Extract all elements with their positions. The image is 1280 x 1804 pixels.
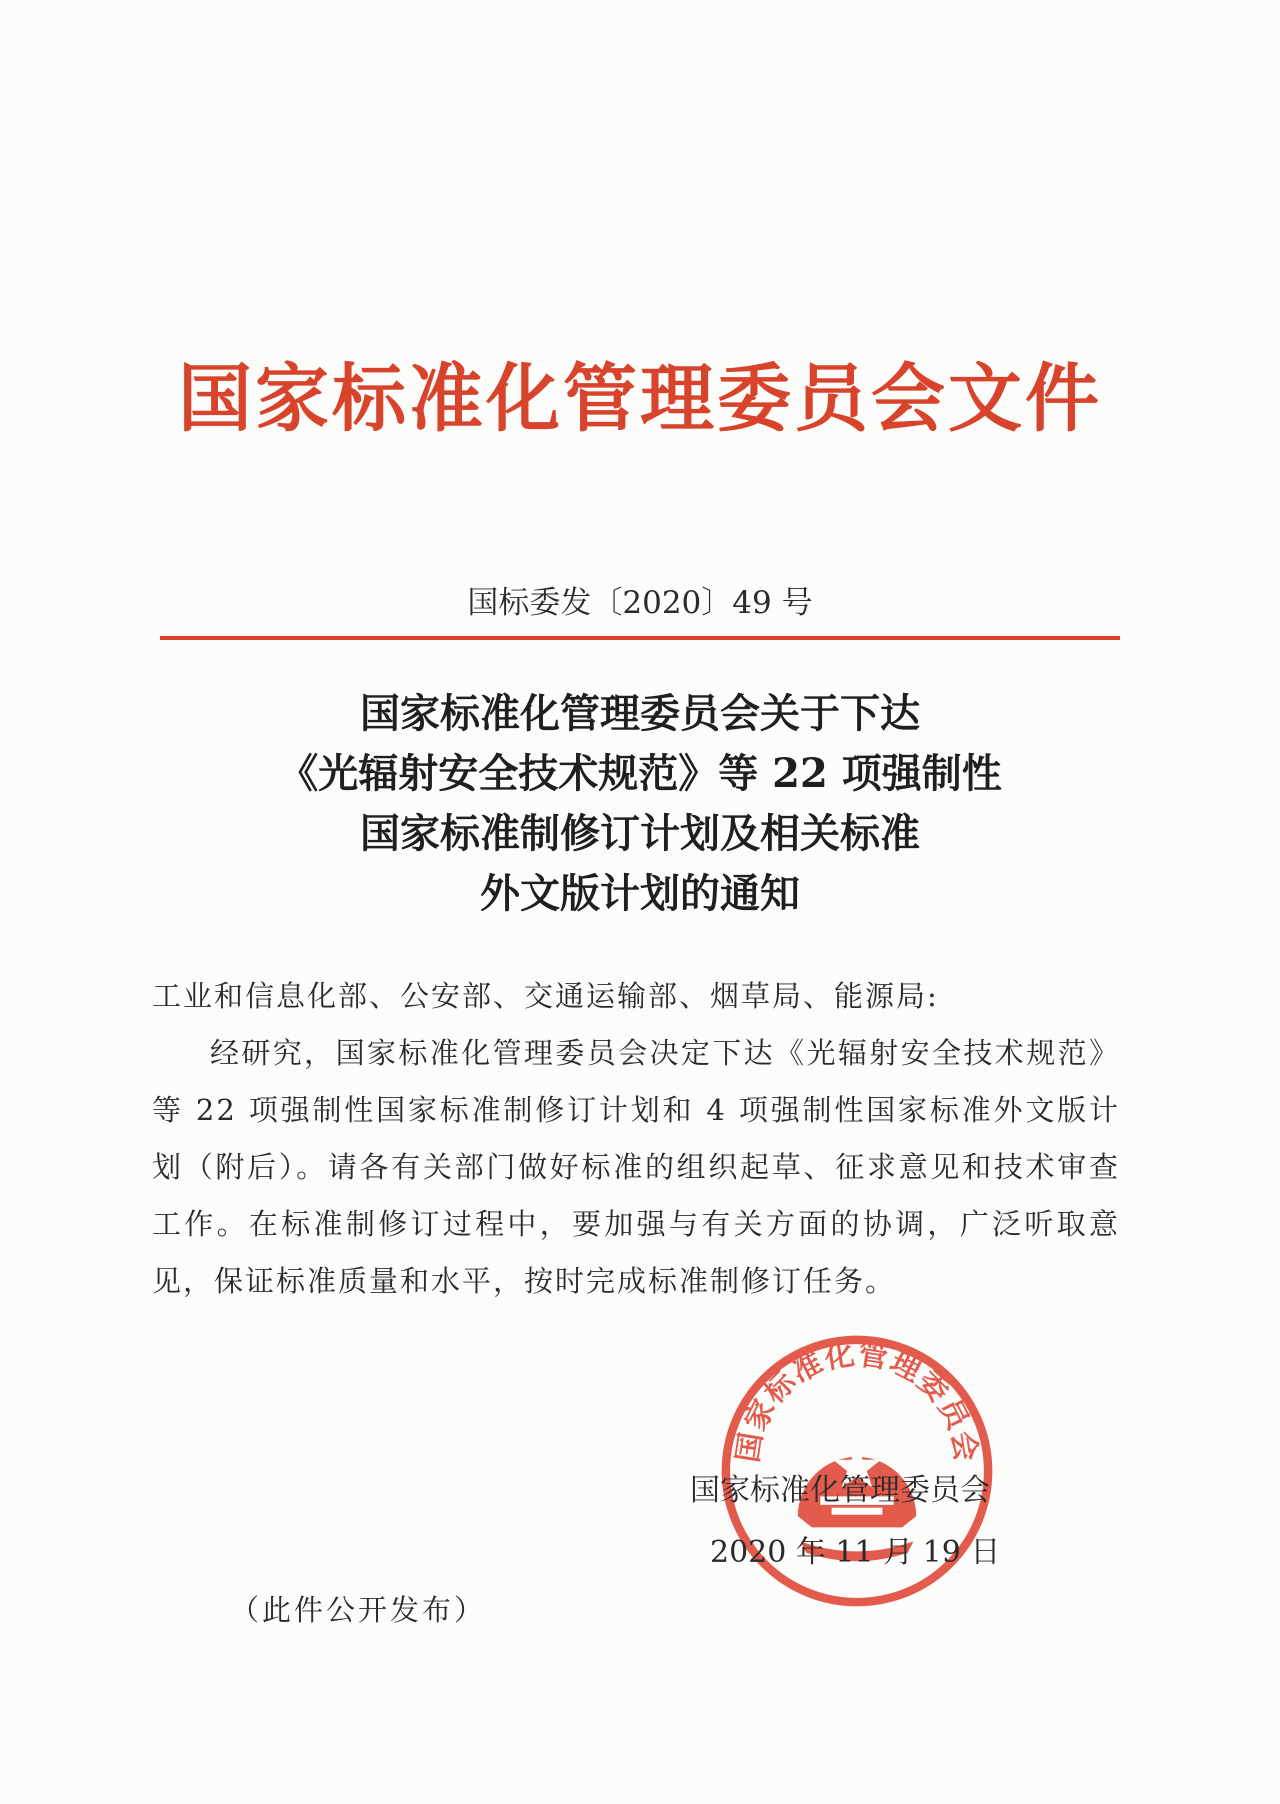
notice-title [160,684,1120,924]
addressee: 工业和信息化部、公安部、交通运输部、烟草局、能源局: [152,979,939,1013]
red-divider-line [160,636,1120,640]
notice-title-line: 国家标准制修订计划及相关标准 [360,810,920,857]
document-header-title: 国家标准化管理委员会文件 [178,356,1102,442]
issue-date: 2020 年 11 月 19 日 [710,1535,1001,1570]
publish-note: （此件公开发布） [230,1593,487,1627]
notice-title-line: 国家标准化管理委员会关于下达 [360,690,920,737]
issuer-name: 国家标准化管理委员会 [690,1473,990,1508]
document-number: 国标委发〔2020〕49 号 [467,585,813,621]
notice-title-line: 外文版计划的通知 [480,870,800,917]
notice-title-line: 《光辐射安全技术规范》等 22 项强制性 [278,750,1002,797]
body-paragraph: 经研究，国家标准化管理委员会决定下达《光辐射安全技术规范》等 22 项强制性国家标准制修订计划和 4 项强制性国家标准外文版计划（附后）。请各有关部门做好标准的组织起草、征求意见和技术审查工作。在标准制修订过程中，要加强与有关方面的协调，广泛听取意见，保证标准质量和水平，按时完成标准制修订任务。 [152,1036,1120,1298]
seal-text: 国家标准化管理委员会 [730,1336,984,1465]
notice-body [152,968,1120,1310]
